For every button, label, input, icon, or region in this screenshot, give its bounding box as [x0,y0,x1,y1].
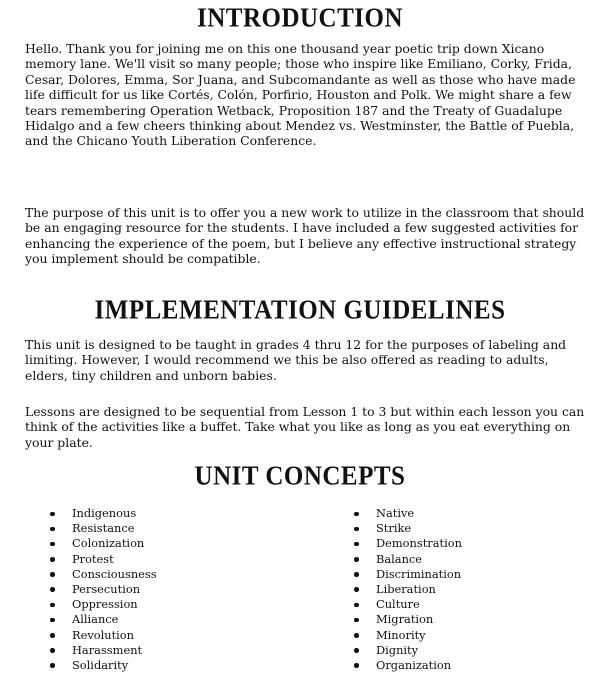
list-item [354,536,462,551]
concept-label: Consciousness [72,566,157,581]
list-item [50,643,157,658]
concept-label: Balance [376,551,423,566]
list-item [50,536,157,551]
implementation-heading: IMPLEMENTATION GUIDELINES [94,295,506,326]
list-item [50,582,157,597]
bullet-icon [354,572,359,577]
concepts-list-right [354,506,462,673]
list-item [354,658,462,673]
bullet-icon [354,542,359,547]
concept-label: Persecution [72,581,141,596]
bullet-icon [50,587,55,592]
concept-label: Discrimination [376,566,462,581]
list-item [354,506,462,521]
bullet-icon [354,527,359,532]
bullet-icon [354,633,359,638]
list-item [354,582,462,597]
unit-concepts-heading: UNIT CONCEPTS [194,461,406,492]
list-item [354,597,462,612]
list-item [50,658,157,673]
bullet-icon [50,512,55,517]
concept-label: Dignity [376,642,419,657]
list-item [354,612,462,627]
bullet-icon [50,663,55,668]
concepts-list-left [50,506,157,673]
concept-label: Minority [376,627,426,642]
bullet-icon [50,572,55,577]
list-item [50,612,157,627]
concept-label: Revolution [72,627,135,642]
bullet-icon [354,587,359,592]
bullet-icon [50,618,55,623]
concept-label: Oppression [72,597,138,612]
bullet-icon [50,527,55,532]
bullet-icon [50,542,55,547]
list-item [50,506,157,521]
introduction-paragraph-1: Hello. Thank you for joining me on this one thousand year poetic trip down Xicano memory lane. We'll visit so many people; those who inspire like Emiliano, Corky, Frida, Cesar, Dolores, Emma, Sor Juana, and Subcomandante as well as those who have made life difficult for us like Cortés, Colón, Porfirio, Houston and Polk. We might share a few tears remembering Operation Wetback, Proposition 187 and the Treaty of Guadalupe Hidalgo and a few cheers thinking about Mendez vs. Westminster, the Battle of Puebla, and the Chicano Youth Liberation Conference. [25,41,576,149]
concept-label: Solidarity [72,657,129,672]
concept-label: Alliance [72,612,119,627]
implementation-paragraph-2: Lessons are designed to be sequential from Lesson 1 to 3 but within each lesson you can think of the activities like a buffet. Take what you like as long as you eat everything on your plate. [25,404,585,450]
concept-label: Native [376,506,415,520]
bullet-icon [354,557,359,562]
concept-label: Harassment [72,642,143,657]
concept-label: Liberation [376,581,436,596]
bullet-icon [50,648,55,653]
list-item [50,552,157,567]
concept-label: Colonization [72,536,145,551]
bullet-icon [50,603,55,608]
concept-label: Indigenous [72,506,137,520]
concept-label: Resistance [72,521,135,536]
concept-label: Organization [376,657,452,672]
concept-label: Strike [376,521,412,536]
bullet-icon [50,633,55,638]
list-item [50,521,157,536]
bullet-icon [354,648,359,653]
concept-label: Demonstration [376,536,462,551]
list-item [354,628,462,643]
bullet-icon [354,663,359,668]
list-item [354,552,462,567]
bullet-icon [354,618,359,623]
bullet-icon [50,557,55,562]
list-item [50,597,157,612]
bullet-icon [354,603,359,608]
concept-label: Culture [376,597,420,612]
implementation-paragraph-1: This unit is designed to be taught in grades 4 thru 12 for the purposes of labeling and limiting. However, I would recommend we this be also offered as reading to adults, elders, tiny children and unborn babies. [25,337,567,383]
list-item [354,567,462,582]
list-item [50,628,157,643]
list-item [50,567,157,582]
list-item [354,521,462,536]
list-item [354,643,462,658]
introduction-paragraph-2: The purpose of this unit is to offer you a new work to utilize in the classroom that should be an engaging resource for the students. I have included a few suggested activities for enhancing the experience of the poem, but I believe any effective instructional strategy you implement should be compatible. [25,205,585,267]
concept-label: Protest [72,551,114,566]
bullet-icon [354,512,359,517]
concept-label: Migration [376,612,434,627]
introduction-heading: INTRODUCTION [196,3,404,34]
